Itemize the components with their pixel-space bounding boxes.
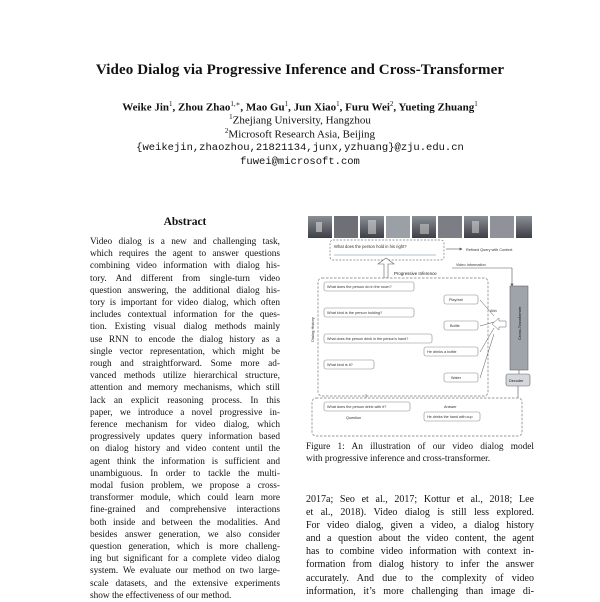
figure-1 [306, 212, 534, 438]
text-line: fine-grained and comprehensive interactions [90, 505, 280, 516]
text-line: Video dialog is a new and challenging task, [90, 237, 280, 247]
email-line-1: {weikejin,zhaozhou,21821134,junx,yzhuang}@zju.edu.cn [136, 142, 464, 154]
paper-title: Video Dialog via Progressive Inference and Cross-Transformer [95, 62, 505, 78]
author-name: Jun Xiao [293, 101, 337, 114]
text-line: and a question about the video content, the agent [306, 533, 534, 545]
svg-text:What does the person drink wit: What does the person drink with it? [327, 405, 387, 410]
author-name: Weike Jin [122, 101, 170, 114]
author-affiliation-mark: 1,∗ [230, 100, 241, 108]
video-info-label: Video Information [456, 263, 486, 267]
decoder-label: Decoder [509, 379, 524, 383]
text-line: rough and straightforward. Some more ad- [90, 359, 280, 370]
figure-caption [306, 441, 534, 465]
text-line: ing but significant for a complete video dialog [90, 554, 280, 565]
author-name: Yueting Zhuang [398, 101, 475, 114]
text-line: has to combine video information with context in- [306, 546, 534, 558]
text-line: 2017a; Seo et al., 2017; Kottur et al., 2018; Lee [306, 494, 534, 505]
text-line: question answering, the additional dialog his- [90, 285, 280, 296]
refined-query-label: Refined Query with Context [466, 248, 513, 252]
affiliation-1: $^1$Zhejiang University, Hangzhou [229, 113, 371, 127]
text-line: attention and memory mechanisms, which still [90, 383, 280, 394]
video-frames [308, 216, 532, 238]
svg-text:What does the person do in the: What does the person do in the room? [327, 285, 392, 290]
dialog-history-label: Dialog History [310, 317, 315, 342]
svg-text:What does the person drink in: What does the person drink in the person's hand? [327, 337, 409, 342]
text-line: combining video information with dialog his- [90, 261, 280, 272]
svg-text:He drinks a bottle: He drinks a bottle [427, 350, 457, 355]
figure-diagram [306, 212, 534, 438]
text-line: For video dialog, given a video, a dialog history [306, 520, 534, 532]
text-line: accurately. And due to the complexity of video [306, 572, 534, 584]
text-line: unambiguous. In order to tackle the multi- [90, 468, 280, 479]
progressive-label: Progressive Inference [394, 271, 437, 276]
text-line: paper, we introduce a novel progressive in- [90, 407, 280, 418]
up-arrow-icon [378, 258, 394, 278]
text-line: Figure 1: An illustration of our video dialog model [306, 442, 534, 452]
author-affiliation-mark: 1 [169, 100, 173, 108]
svg-text:Bottle: Bottle [450, 324, 460, 329]
text-line: lack an explicit reasoning process. In this [90, 395, 280, 406]
svg-text:Water: Water [451, 376, 461, 381]
text-line: tory is important for video dialog, which often [90, 298, 280, 309]
text-line: single vector representation, which might be [90, 346, 280, 357]
text-line: progressively updates query information based [90, 432, 280, 443]
text-line: which requires the agent to answer questions [90, 249, 280, 260]
author-name: Furu Wei [345, 101, 390, 114]
author-list: Weike Jin$^1$, Zhou Zhao$^{1,∗}$, Mao Gu$^1$, Jun Xiao$^1$, Furu Wei$^2$, Yueting Zhuang$^1$ [122, 100, 478, 114]
text-line: system. We evaluate our method on two large- [90, 566, 280, 577]
text-line: with progressive inference and cross-transformer. [306, 454, 491, 465]
svg-text:What kind is it?: What kind is it? [327, 363, 353, 368]
affiliation-2: $^2$Microsoft Research Asia, Beijing [224, 127, 376, 141]
query-box [330, 240, 444, 260]
author-affiliation-mark: 2 [389, 100, 394, 108]
text-line: vanced methods utilize hierarchical structure, [90, 371, 280, 382]
svg-text:Play/eat: Play/eat [449, 298, 463, 303]
text-line: both inside and between the modalities. And [90, 517, 280, 528]
text-line: question generation, which is more challeng- [90, 542, 280, 553]
svg-text:What kind is the person holdin: What kind is the person holding? [327, 311, 383, 316]
cross-transformer-label: Cross-Transformer [517, 306, 522, 340]
text-line: use RNN to encode the dialog history as a [90, 334, 280, 345]
abstract-body [90, 236, 280, 602]
text-line: modal fusion problem, we propose a cross- [90, 481, 280, 492]
history-a-4 [444, 373, 478, 382]
attn-label: Attn [490, 309, 497, 313]
text-line: tory. And different from single-turn video [90, 273, 280, 284]
text-line: on dialog history and video content until the [90, 444, 280, 455]
text-line: besides answer generation, we also consider [90, 529, 280, 540]
text-line: et al., 2018). Video dialog is still less explored. [306, 507, 534, 519]
query-top-text: What does the person hold in his right? [334, 244, 407, 249]
author-affiliation-mark: 1 [474, 100, 478, 108]
author-name: Zhou Zhao [178, 101, 231, 114]
author-name: Mao Gu [245, 101, 285, 114]
text-line: includes contextual information for the ques- [90, 310, 280, 321]
text-line: agent think the information is sufficient and [90, 456, 280, 467]
abstract-heading: Abstract [163, 216, 207, 228]
right-column-text [306, 493, 534, 598]
text-line: show the effectiveness of our method. [90, 590, 232, 601]
email-line-2: fuwei@microsoft.com [240, 156, 360, 168]
text-line: formation from dialog history to infer the answer [306, 559, 534, 571]
author-affiliation-mark: 1 [336, 100, 340, 108]
svg-text:He drinks the hand with cup: He drinks the hand with cup [427, 415, 473, 420]
text-line: information, it’s more challenging than image di- [306, 585, 534, 597]
question-label: Question [346, 416, 362, 420]
text-line: transformer module, which could learn more [90, 493, 280, 504]
text-line: tion. Existing visual dialog methods mainly [90, 322, 280, 333]
text-line: ference mechanism for video dialog, which [90, 420, 280, 431]
text-line: scale datasets, and the extensive experiments [90, 578, 280, 589]
answer-label: Answer [444, 405, 457, 409]
author-affiliation-mark: 1 [284, 100, 289, 108]
